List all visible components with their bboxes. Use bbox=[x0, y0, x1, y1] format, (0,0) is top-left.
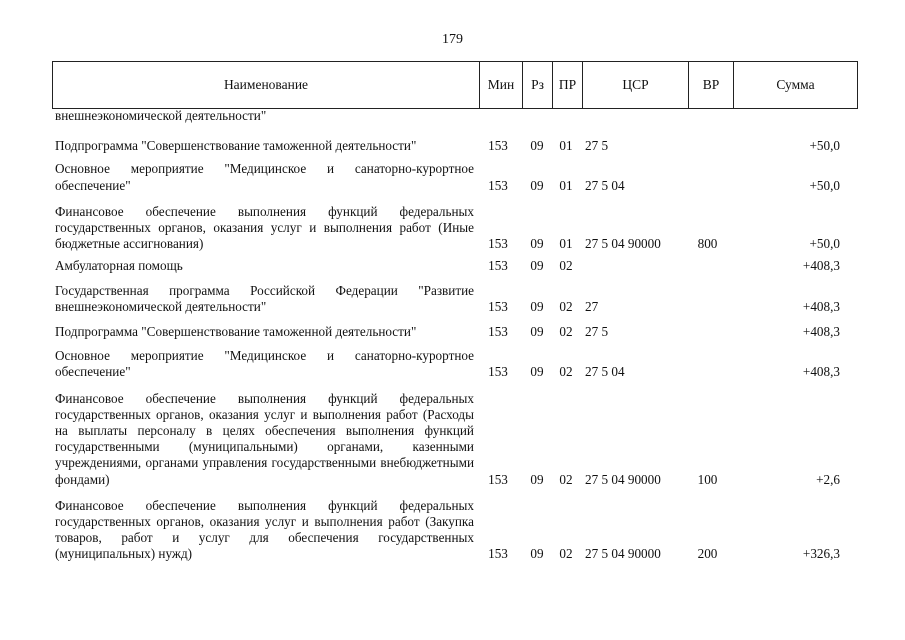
row-name: Финансовое обеспечение выполнения функций федеральных государственных органов, оказания услуг и выполнения работ (Иные бюджетные ассигнования) bbox=[55, 203, 474, 252]
row-name: Финансовое обеспечение выполнения функций федеральных государственных органов, оказания услуг и выполнения работ (Закупка товаров, работ и услуг для обеспечения государственных (муниципальных) нужд) bbox=[55, 497, 474, 562]
header-csr: ЦСР bbox=[583, 62, 689, 109]
table-header bbox=[52, 61, 858, 109]
row-name: Амбулаторная помощь bbox=[55, 258, 183, 274]
row-csr: 27 5 04 90000 bbox=[585, 236, 661, 252]
row-rz: 09 bbox=[530, 138, 544, 154]
table-row bbox=[52, 138, 862, 154]
row-rz: 09 bbox=[530, 298, 544, 314]
row-pr: 02 bbox=[559, 258, 573, 274]
row-sum: +408,3 bbox=[802, 258, 840, 274]
row-name: Подпрограмма "Совершенствование таможенной деятельности" bbox=[55, 324, 417, 340]
row-csr: 27 5 04 bbox=[585, 364, 625, 380]
row-csr: 27 5 bbox=[585, 138, 609, 154]
row-min: 153 bbox=[488, 258, 508, 274]
row-pr: 01 bbox=[559, 177, 573, 193]
row-min: 153 bbox=[488, 471, 508, 487]
header-pr: ПР bbox=[553, 62, 583, 109]
row-sum: +408,3 bbox=[802, 324, 840, 340]
row-pr: 02 bbox=[559, 471, 573, 487]
table-row bbox=[52, 258, 862, 274]
table-row bbox=[52, 324, 862, 340]
row-name: внешнеэкономической деятельности" bbox=[55, 108, 267, 123]
row-sum: +408,3 bbox=[802, 364, 840, 380]
row-csr: 27 bbox=[585, 298, 599, 314]
row-name: Основное мероприятие "Медицинское и санаторно-курортное обеспечение" bbox=[55, 348, 474, 380]
row-sum: +50,0 bbox=[809, 177, 840, 193]
row-pr: 01 bbox=[559, 236, 573, 252]
row-min: 153 bbox=[488, 364, 508, 380]
row-sum: +2,6 bbox=[816, 471, 840, 487]
row-name: Основное мероприятие "Медицинское и санаторно-курортное обеспечение" bbox=[55, 161, 474, 193]
table-row bbox=[52, 391, 862, 488]
header-rz: Рз bbox=[523, 62, 553, 109]
row-vr: 800 bbox=[697, 236, 718, 252]
table-row bbox=[52, 204, 862, 253]
header-min: Мин bbox=[480, 62, 523, 109]
row-csr: 27 5 bbox=[585, 324, 609, 340]
row-sum: +326,3 bbox=[802, 546, 840, 562]
row-pr: 02 bbox=[559, 298, 573, 314]
row-min: 153 bbox=[488, 138, 508, 154]
row-pr: 02 bbox=[559, 324, 573, 340]
row-rz: 09 bbox=[530, 324, 544, 340]
row-sum: +50,0 bbox=[809, 138, 840, 154]
row-min: 153 bbox=[488, 546, 508, 562]
row-csr: 27 5 04 90000 bbox=[585, 471, 661, 487]
row-rz: 09 bbox=[530, 471, 544, 487]
table-row bbox=[52, 108, 862, 124]
row-sum: +408,3 bbox=[802, 298, 840, 314]
row-min: 153 bbox=[488, 324, 508, 340]
row-pr: 01 bbox=[559, 138, 573, 154]
row-rz: 09 bbox=[530, 258, 544, 274]
row-pr: 02 bbox=[559, 546, 573, 562]
page-number: 179 bbox=[442, 32, 463, 47]
row-min: 153 bbox=[488, 236, 508, 252]
row-sum: +50,0 bbox=[809, 236, 840, 252]
row-pr: 02 bbox=[559, 364, 573, 380]
row-vr: 200 bbox=[697, 546, 718, 562]
row-min: 153 bbox=[488, 177, 508, 193]
row-name: Государственная программа Российской Федерации "Развитие внешнеэкономической деятельности" bbox=[55, 282, 474, 314]
row-rz: 09 bbox=[530, 364, 544, 380]
header-name: Наименование bbox=[53, 62, 480, 109]
row-rz: 09 bbox=[530, 546, 544, 562]
table-row bbox=[52, 283, 862, 315]
table-row bbox=[52, 161, 862, 193]
row-vr: 100 bbox=[697, 471, 718, 487]
header-sum: Сумма bbox=[734, 62, 858, 109]
table-body bbox=[52, 108, 862, 563]
row-rz: 09 bbox=[530, 177, 544, 193]
header-vr: ВР bbox=[689, 62, 734, 109]
row-rz: 09 bbox=[530, 236, 544, 252]
row-min: 153 bbox=[488, 298, 508, 314]
row-name: Подпрограмма "Совершенствование таможенной деятельности" bbox=[55, 138, 417, 154]
row-name: Финансовое обеспечение выполнения функций федеральных государственных органов, оказания услуг и выполнения работ (Расходы на выплаты персоналу в целях обеспечения выполнения функций государственными (муниципальными) органами, казенными учреждениями, органами управления государственными внебюджетными фондами) bbox=[55, 390, 474, 487]
row-csr: 27 5 04 90000 bbox=[585, 546, 661, 562]
table-row bbox=[52, 348, 862, 380]
table-row bbox=[52, 498, 862, 563]
row-csr: 27 5 04 bbox=[585, 177, 625, 193]
